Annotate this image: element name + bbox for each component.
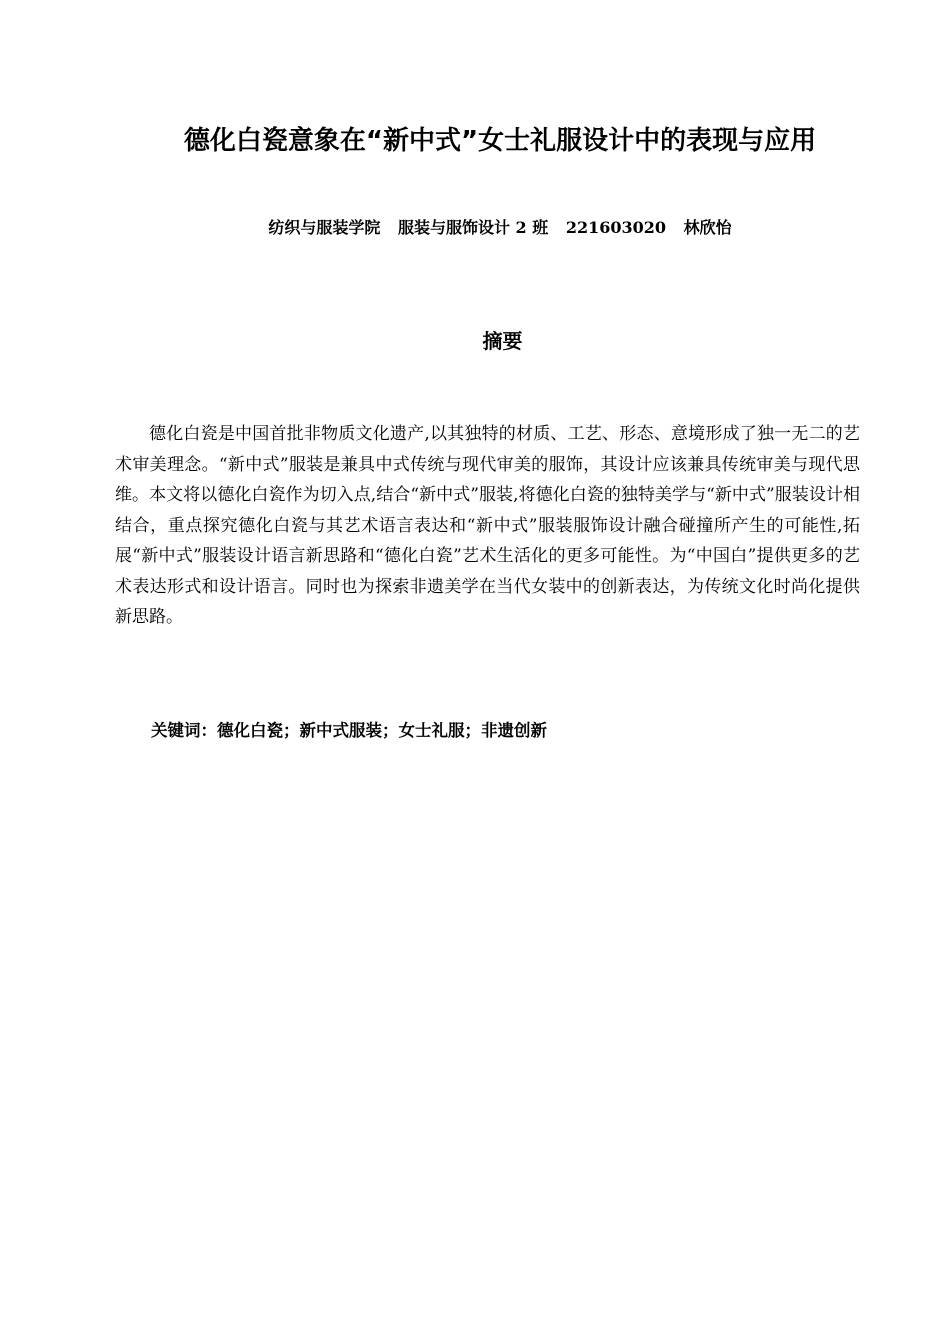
author-class: 服装与服饰设计 2 班 [397, 218, 549, 237]
keywords-items: 德化白瓷；新中式服装；女士礼服；非遗创新 [217, 721, 547, 740]
abstract-heading: 摘要 [482, 329, 523, 353]
keywords-line [151, 717, 547, 745]
author-student-id: 221603020 [565, 218, 667, 237]
keywords-label: 关键词： [151, 721, 217, 740]
author-school: 纺织与服装学院 [268, 218, 381, 237]
paper-title: 德化白瓷意象在“新中式”女士礼服设计中的表现与应用 [183, 126, 817, 156]
author-name: 林欣怡 [683, 218, 732, 237]
author-info [120, 216, 880, 240]
abstract-body: 德化白瓷是中国首批非物质文化遗产,以其独特的材质、工艺、形态、意境形成了独一无二的艺术审美理念。“新中式”服装是兼具中式传统与现代审美的服饰，其设计应该兼具传统审美与现代思维。本文将以德化白瓷作为切入点,结合“新中式”服装,将德化白瓷的独特美学与“新中式”服装设计相结合，重点探究德化白瓷与其艺术语言表达和“新中式”服装服饰设计融合碰撞所产生的可能性,拓展“新中式”服装设计语言新思路和“德化白瓷”艺术生活化的更多可能性。为“中国白”提供更多的艺术表达形式和设计语言。同时也为探索非遗美学在当代女装中的创新表达，为传统文化时尚化提供新思路。 [115, 424, 860, 627]
